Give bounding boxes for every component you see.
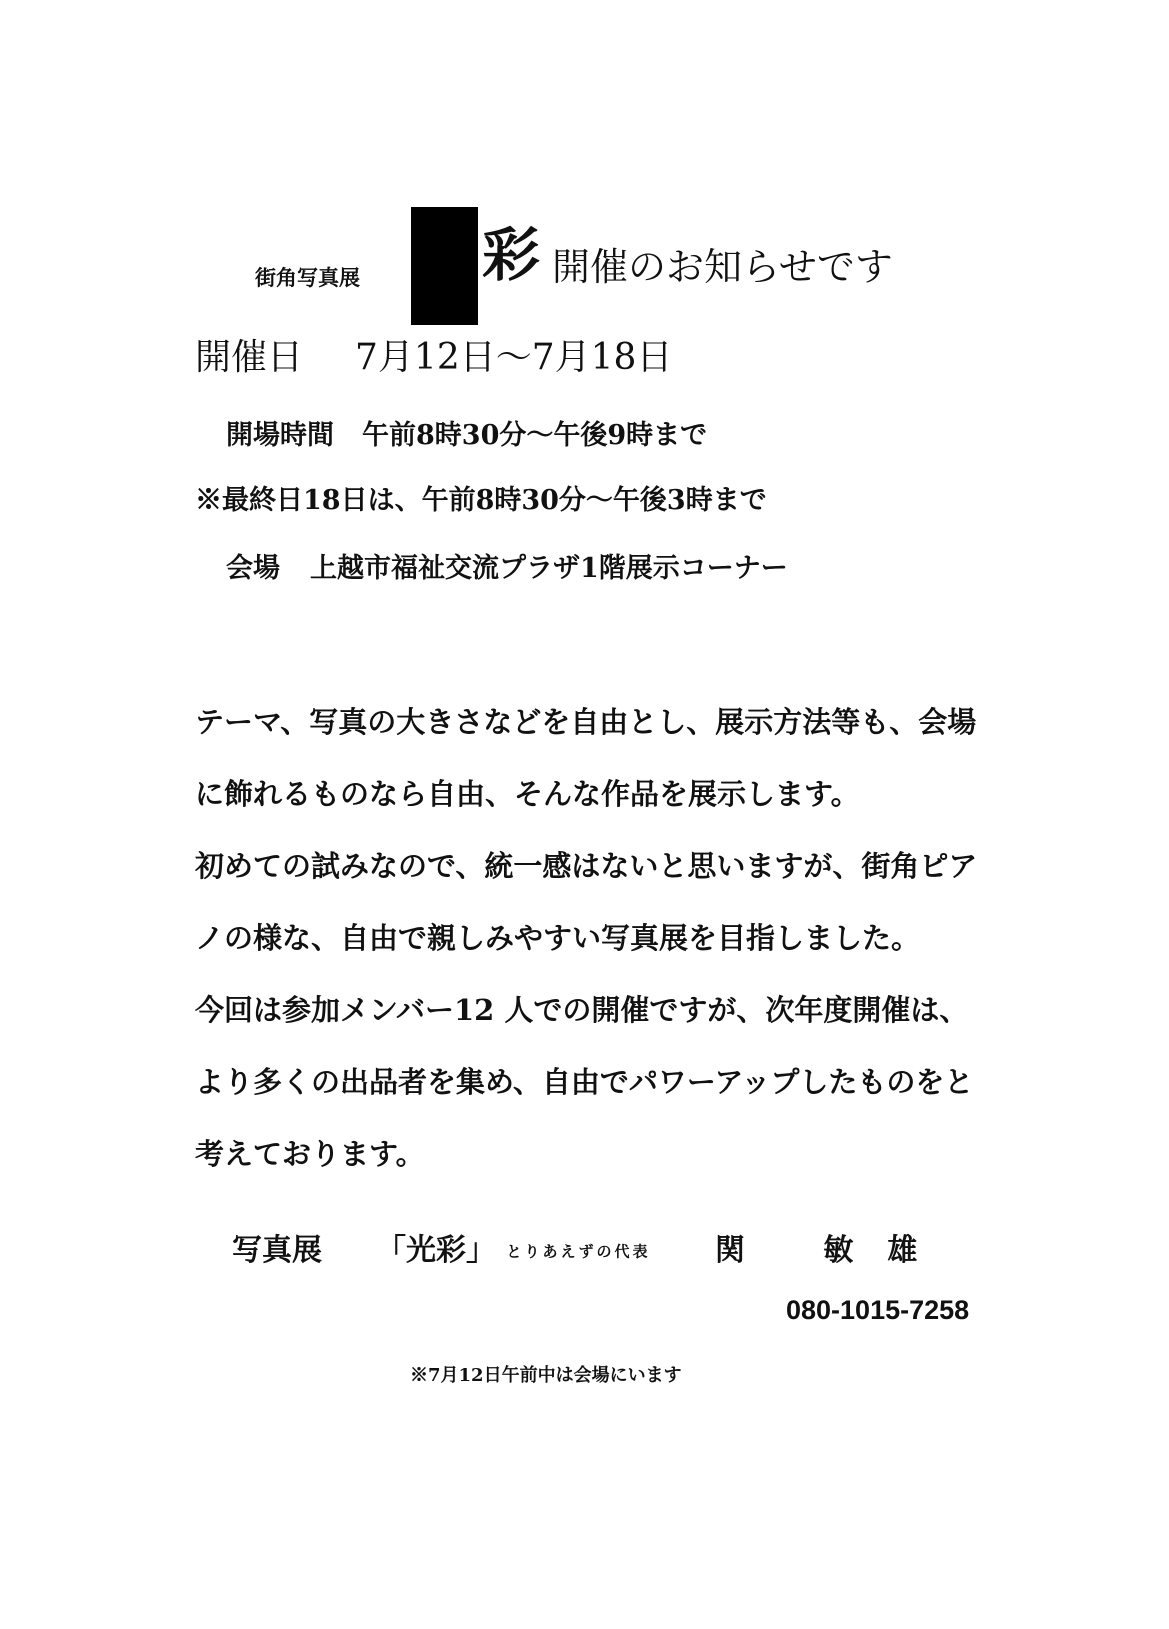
venue-line bbox=[226, 555, 788, 582]
body-line: より多くの出品者を集め、自由でパワーアップしたものをと bbox=[195, 1065, 974, 1099]
last-day-note: ※最終日18日は、午前8時30分～午後3時まで bbox=[195, 485, 767, 516]
body-line: ノの様な、自由で親しみやすい写真展を目指しました。 bbox=[195, 921, 921, 955]
signature-line bbox=[232, 1233, 952, 1268]
phone-number: 080-1015-7258 bbox=[786, 1295, 970, 1325]
hours-value: 午前8時30分～午後9時まで bbox=[362, 420, 708, 451]
dates-label: 開催日 bbox=[195, 337, 304, 378]
signature-name: 関 敏雄 bbox=[714, 1233, 952, 1268]
hours-line bbox=[226, 422, 707, 449]
redaction-block bbox=[411, 207, 478, 325]
body-line: 初めての試みなので、統一感はないと思いますが、街角ピア bbox=[195, 849, 978, 883]
signature-exhibition: 写真展 bbox=[232, 1233, 322, 1268]
hours-label: 開場時間 bbox=[226, 420, 334, 451]
body-line: 考えております。 bbox=[195, 1137, 425, 1171]
title-prefix: 街角写真展 bbox=[255, 265, 360, 290]
venue-label: 会場 bbox=[226, 553, 280, 584]
body-line: 今回は参加メンバー12 人での開催ですが、次年度開催は、 bbox=[195, 993, 969, 1027]
title-rest: 開催のお知らせです bbox=[552, 245, 893, 289]
signature-role: とりあえずの代表 bbox=[506, 1242, 651, 1261]
dates-line bbox=[195, 337, 673, 378]
body-line: に飾れるものなら自由、そんな作品を展示します。 bbox=[195, 777, 860, 811]
body-line: テーマ、写真の大きさなどを自由とし、展示方法等も、会場 bbox=[195, 705, 977, 739]
venue-value: 上越市福祉交流プラザ1階展示コーナー bbox=[310, 553, 788, 584]
body-paragraph bbox=[195, 686, 977, 1190]
title-emphasis-char: 彩 bbox=[482, 221, 541, 289]
dates-value: 7月12日～7月18日 bbox=[355, 337, 673, 378]
attendance-note: ※7月12日午前中は会場にいます bbox=[410, 1365, 682, 1386]
signature-exhibition-name: 「光彩」 bbox=[376, 1233, 496, 1268]
